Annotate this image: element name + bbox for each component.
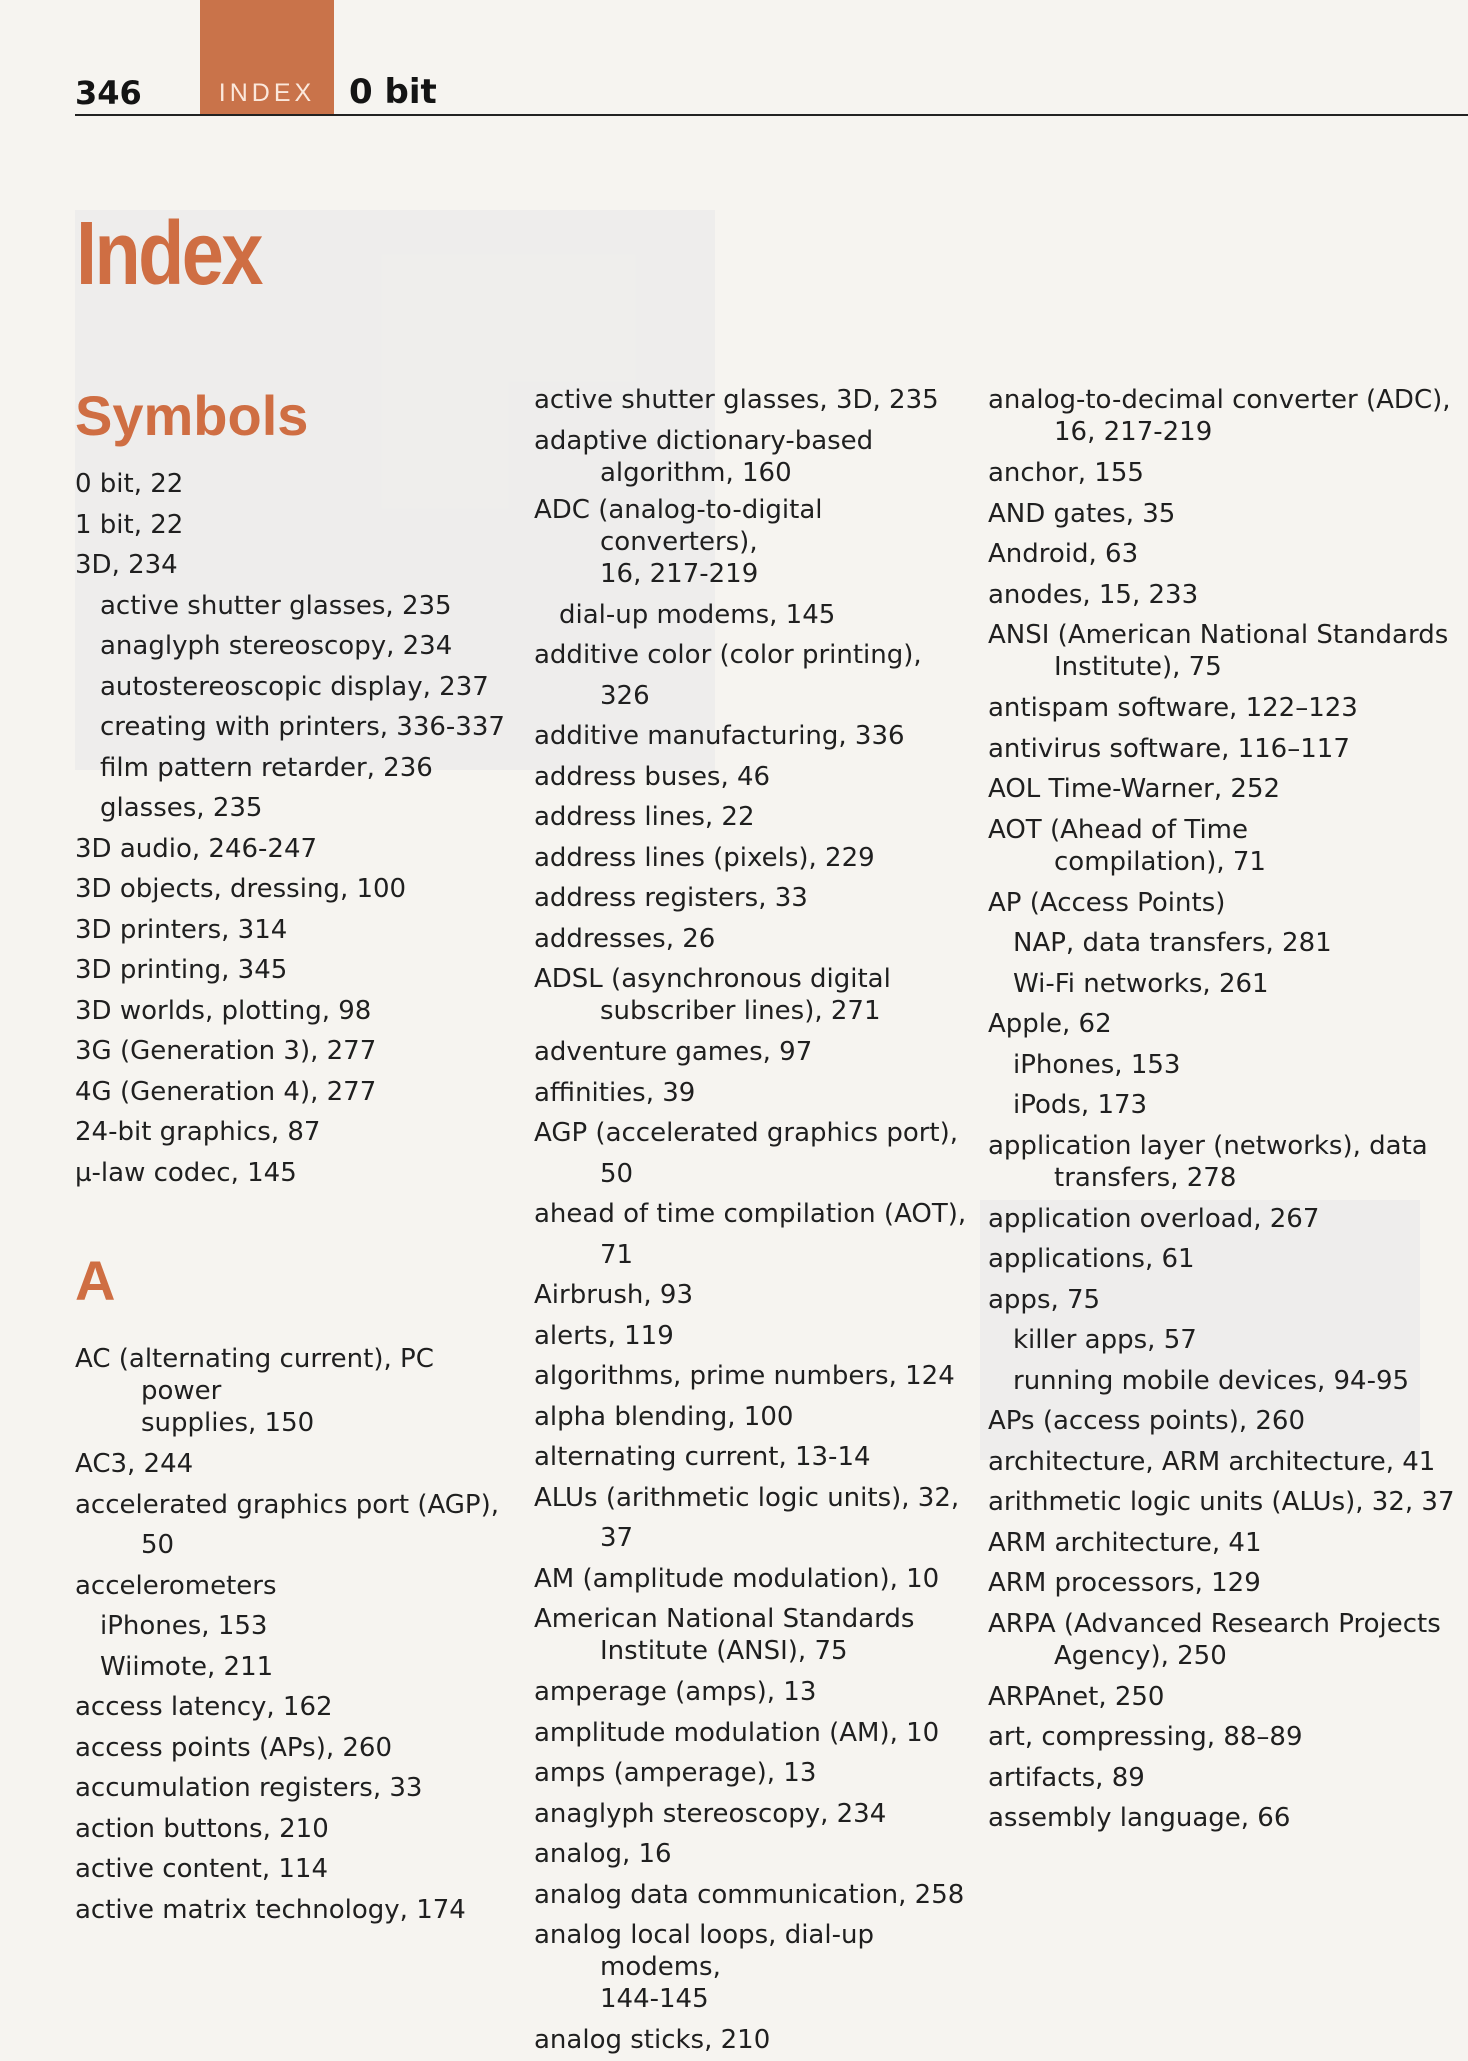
index-entry	[988, 1563, 1458, 1604]
index-entry	[988, 1442, 1458, 1483]
index-entry-text: 24-bit graphics, 87	[75, 1117, 321, 1147]
index-entry	[534, 1073, 974, 1114]
index-entry-text: American National Standards	[534, 1604, 915, 1634]
index-entry-text: analog-to-decimal converter (ADC),	[988, 385, 1451, 415]
index-entry-text: iPhones, 153	[100, 1611, 268, 1641]
index-entry	[534, 878, 974, 919]
index-entry-text: accumulation registers, 33	[75, 1773, 423, 1803]
index-entry	[988, 453, 1458, 494]
index-entry-text: algorithms, prime numbers, 124	[534, 1361, 955, 1391]
index-entry	[75, 1485, 515, 1566]
index-subentry	[75, 586, 515, 627]
index-entry	[534, 2020, 974, 2061]
index-entry-text: 3G (Generation 3), 277	[75, 1036, 377, 1066]
index-entry-text: accelerometers	[75, 1570, 277, 1601]
index-entry-text: amps (amperage), 13	[534, 1758, 817, 1788]
index-column-2	[534, 380, 974, 2061]
index-entry	[534, 1919, 974, 2015]
index-entry	[75, 1768, 515, 1809]
index-entry	[988, 814, 1458, 878]
index-entry	[534, 1603, 974, 1667]
index-subentry	[988, 1320, 1458, 1361]
index-entry-text: alternating current, 13-14	[534, 1442, 871, 1472]
section-tab-label: INDEX	[218, 79, 316, 107]
index-entry-text: additive manufacturing, 336	[534, 721, 905, 751]
header-rule	[75, 114, 1468, 116]
index-subentry	[988, 923, 1458, 964]
index-entry-text: active shutter glasses, 235	[100, 590, 452, 621]
index-entry	[75, 1153, 515, 1194]
index-entry-text: analog sticks, 210	[534, 2025, 771, 2055]
index-subentry	[75, 707, 515, 748]
index-entry-text: assembly language, 66	[988, 1803, 1291, 1833]
index-entry-text: NAP, data transfers, 281	[1013, 928, 1332, 958]
index-entry	[75, 1890, 515, 1931]
index-entry-text: ARPAnet, 250	[988, 1681, 1165, 1712]
index-entry-text: AOT (Ahead of Time	[988, 814, 1248, 845]
index-entry	[534, 1032, 974, 1073]
index-entry-text: AC3, 244	[75, 1449, 194, 1479]
index-entry-text: adventure games, 97	[534, 1037, 813, 1067]
index-entry	[534, 1113, 974, 1194]
index-entry-text: 1 bit, 22	[75, 509, 184, 540]
index-entry	[75, 1687, 515, 1728]
index-entry-text: Android, 63	[988, 539, 1139, 569]
index-entry	[75, 991, 515, 1032]
index-entry	[75, 869, 515, 910]
index-entry-text: access points (APs), 260	[75, 1732, 392, 1763]
index-subentry	[534, 595, 974, 636]
index-entry	[75, 1112, 515, 1153]
index-entry	[534, 1478, 974, 1559]
index-entry-text: AGP (accelerated graphics port), 50	[534, 1118, 959, 1189]
index-entry	[75, 950, 515, 991]
index-entry	[988, 1677, 1458, 1718]
index-entry-text: APs (access points), 260	[988, 1406, 1305, 1436]
page-number: 346	[75, 74, 142, 112]
index-entry-text: AND gates, 35	[988, 498, 1176, 529]
index-entry	[988, 1608, 1458, 1672]
index-entry-text: architecture, ARM architecture, 41	[988, 1446, 1436, 1477]
running-head: 0 bit	[349, 72, 437, 112]
index-entry-text: 3D printers, 314	[75, 914, 288, 945]
index-entry-text: ahead of time compilation (AOT), 71	[534, 1199, 967, 1270]
index-entry-text: antispam software, 122–123	[988, 693, 1358, 723]
index-entry-text: arithmetic logic units (ALUs), 32, 37	[988, 1487, 1455, 1517]
index-entry	[75, 1728, 515, 1769]
index-entry	[988, 619, 1458, 683]
index-entry-continuation: compilation), 71	[1054, 846, 1266, 877]
index-entry	[534, 380, 974, 421]
section-heading: A	[75, 1249, 116, 1312]
index-entry	[534, 797, 974, 838]
index-entry-continuation: 16, 217-219	[1054, 417, 1213, 447]
index-entry-text: Airbrush, 93	[534, 1280, 694, 1310]
index-entry-text: address lines, 22	[534, 802, 755, 832]
index-entry	[534, 425, 974, 489]
index-subentry	[75, 626, 515, 667]
index-entry-text: ALUs (arithmetic logic units), 32, 37	[534, 1482, 960, 1553]
index-column-1	[75, 380, 515, 1930]
index-entry-text: AOL Time-Warner, 252	[988, 774, 1281, 804]
index-entry-text: analog local loops, dial-up modems,	[534, 1920, 874, 1982]
index-entry	[534, 1713, 974, 1754]
index-entry	[988, 729, 1458, 770]
index-subentry	[988, 1045, 1458, 1086]
index-entry-text: AC (alternating current), PC power	[75, 1344, 434, 1406]
index-entry	[534, 838, 974, 879]
index-entry	[988, 1004, 1458, 1045]
index-entry-text: artifacts, 89	[988, 1762, 1145, 1793]
index-entry-continuation: Agency), 250	[1054, 1640, 1227, 1671]
index-entry-text: ADSL (asynchronous digital	[534, 964, 891, 994]
index-entry	[75, 1072, 515, 1113]
index-entry	[988, 1482, 1458, 1523]
index-entry	[75, 1809, 515, 1850]
index-entry	[534, 1794, 974, 1835]
index-entry-text: autostereoscopic display, 237	[100, 671, 489, 702]
index-entry	[988, 575, 1458, 616]
index-entry-text: ANSI (American National Standards	[988, 620, 1449, 650]
index-entry	[988, 1401, 1458, 1442]
index-entry	[534, 494, 974, 590]
index-entry	[534, 1356, 974, 1397]
index-entry	[988, 1199, 1458, 1240]
index-entry-text: Apple, 62	[988, 1009, 1112, 1039]
index-entry-text: ARPA (Advanced Research Projects	[988, 1608, 1441, 1639]
index-entry-text: killer apps, 57	[1013, 1325, 1197, 1355]
index-entry-text: 3D, 234	[75, 550, 178, 580]
index-entry-text: dial-up modems, 145	[559, 599, 836, 630]
index-entry-text: address lines (pixels), 229	[534, 842, 875, 873]
index-entry-continuation: Institute), 75	[1054, 652, 1222, 682]
index-subentry	[75, 1647, 515, 1688]
section-tab	[200, 0, 334, 116]
index-subentry	[988, 1361, 1458, 1402]
index-entry-text: running mobile devices, 94-95	[1013, 1365, 1410, 1396]
index-entry-text: iPhones, 153	[1013, 1049, 1181, 1080]
index-entry-text: glasses, 235	[100, 793, 263, 823]
section-heading: Symbols	[75, 384, 309, 447]
index-entry	[534, 1875, 974, 1916]
index-entry-text: apps, 75	[988, 1284, 1101, 1315]
index-entry-text: active matrix technology, 174	[75, 1894, 466, 1925]
index-entry	[534, 1437, 974, 1478]
index-entry-text: AP (Access Points)	[988, 887, 1226, 918]
index-entry	[75, 1343, 515, 1439]
index-entry	[534, 1397, 974, 1438]
index-entry-text: 4G (Generation 4), 277	[75, 1076, 377, 1107]
index-entry	[534, 716, 974, 757]
index-entry-text: anodes, 15, 233	[988, 579, 1199, 610]
index-entry	[75, 1031, 515, 1072]
index-entry	[534, 1672, 974, 1713]
index-entry-text: additive color (color printing), 326	[534, 640, 922, 711]
index-entry	[534, 1559, 974, 1600]
index-entry-text: addresses, 26	[534, 923, 716, 954]
index-entry	[75, 1444, 515, 1485]
index-entry	[75, 545, 515, 586]
index-entry	[534, 1275, 974, 1316]
index-entry	[988, 534, 1458, 575]
index-entry-text: alerts, 119	[534, 1320, 674, 1351]
index-entry-text: accelerated graphics port (AGP), 50	[75, 1489, 500, 1560]
index-subentry	[75, 1606, 515, 1647]
index-entry	[534, 919, 974, 960]
index-entry-text: anaglyph stereoscopy, 234	[100, 631, 453, 661]
index-entry-text: active shutter glasses, 3D, 235	[534, 385, 939, 415]
index-entry-text: AM (amplitude modulation), 10	[534, 1563, 940, 1594]
index-subentry	[988, 1085, 1458, 1126]
index-entry	[988, 1717, 1458, 1758]
index-entry-text: affinities, 39	[534, 1077, 696, 1108]
index-entry-text: alpha blending, 100	[534, 1401, 794, 1432]
index-entry-text: 3D worlds, plotting, 98	[75, 995, 372, 1026]
index-entry	[534, 1753, 974, 1794]
index-subentry	[75, 667, 515, 708]
index-entry-text: active content, 114	[75, 1854, 328, 1884]
index-entry	[534, 635, 974, 716]
index-entry-text: anaglyph stereoscopy, 234	[534, 1798, 887, 1829]
index-entry-text: µ-law codec, 145	[75, 1157, 297, 1188]
index-entry-text: Wiimote, 211	[100, 1651, 274, 1682]
index-entry	[534, 963, 974, 1027]
index-entry	[988, 1798, 1458, 1839]
index-entry-text: amperage (amps), 13	[534, 1677, 817, 1707]
index-entry-text: amplitude modulation (AM), 10	[534, 1717, 940, 1748]
index-subentry	[75, 788, 515, 829]
index-entry-text: ARM processors, 129	[988, 1568, 1261, 1598]
index-entry-text: action buttons, 210	[75, 1813, 329, 1844]
index-entry-text: adaptive dictionary-based	[534, 425, 874, 456]
index-entry	[988, 494, 1458, 535]
index-subentry	[75, 748, 515, 789]
index-entry	[534, 757, 974, 798]
index-entry-text: antivirus software, 116–117	[988, 733, 1350, 764]
index-entry	[988, 1523, 1458, 1564]
index-entry	[988, 769, 1458, 810]
index-entry	[534, 1316, 974, 1357]
index-entry-text: address buses, 46	[534, 761, 771, 792]
index-entry-text: iPods, 173	[1013, 1090, 1148, 1120]
index-entry-text: ADC (analog-to-digital converters),	[534, 494, 823, 557]
page-header	[0, 0, 1468, 120]
index-entry-text: application layer (networks), data	[988, 1130, 1428, 1161]
index-entry	[988, 1239, 1458, 1280]
index-entry-text: 0 bit, 22	[75, 469, 184, 499]
page-title: Index	[76, 204, 261, 304]
index-entry-text: art, compressing, 88–89	[988, 1722, 1303, 1752]
index-entry-text: 3D printing, 345	[75, 955, 288, 985]
index-entry	[75, 829, 515, 870]
index-entry-text: analog, 16	[534, 1839, 672, 1869]
index-entry-text: ARM architecture, 41	[988, 1527, 1262, 1558]
index-entry	[988, 883, 1458, 924]
index-entry-text: Wi-Fi networks, 261	[1013, 968, 1269, 999]
index-entry-text: address registers, 33	[534, 883, 808, 913]
index-entry-text: 3D audio, 246-247	[75, 833, 318, 864]
index-entry-text: application overload, 267	[988, 1203, 1320, 1234]
index-entry	[988, 384, 1458, 448]
index-entry	[988, 1758, 1458, 1799]
index-entry-continuation: 144-145	[600, 1984, 709, 2014]
index-entry-continuation: 16, 217-219	[600, 558, 759, 589]
index-entry-text: access latency, 162	[75, 1692, 333, 1722]
index-entry-continuation: subscriber lines), 271	[600, 996, 881, 1026]
index-column-3	[988, 380, 1458, 1839]
index-entry	[988, 688, 1458, 729]
index-entry-continuation: algorithm, 160	[600, 457, 792, 488]
index-entry	[75, 910, 515, 951]
index-entry	[534, 1834, 974, 1875]
index-entry	[988, 1130, 1458, 1194]
index-entry-text: film pattern retarder, 236	[100, 752, 433, 783]
index-entry	[75, 1566, 515, 1607]
index-entry-continuation: supplies, 150	[141, 1408, 315, 1438]
index-entry	[534, 1194, 974, 1275]
index-entry-continuation: transfers, 278	[1054, 1162, 1237, 1193]
index-entry	[75, 464, 515, 505]
index-entry	[75, 1849, 515, 1890]
index-entry-text: creating with printers, 336-337	[100, 712, 505, 742]
index-subentry	[988, 964, 1458, 1005]
index-entry	[988, 1280, 1458, 1321]
index-entry-text: applications, 61	[988, 1244, 1195, 1274]
index-entry-continuation: Institute (ANSI), 75	[600, 1636, 848, 1666]
index-entry-text: 3D objects, dressing, 100	[75, 874, 407, 904]
index-entry-text: analog data communication, 258	[534, 1879, 965, 1910]
index-entry	[75, 505, 515, 546]
index-entry-text: anchor, 155	[988, 458, 1144, 488]
